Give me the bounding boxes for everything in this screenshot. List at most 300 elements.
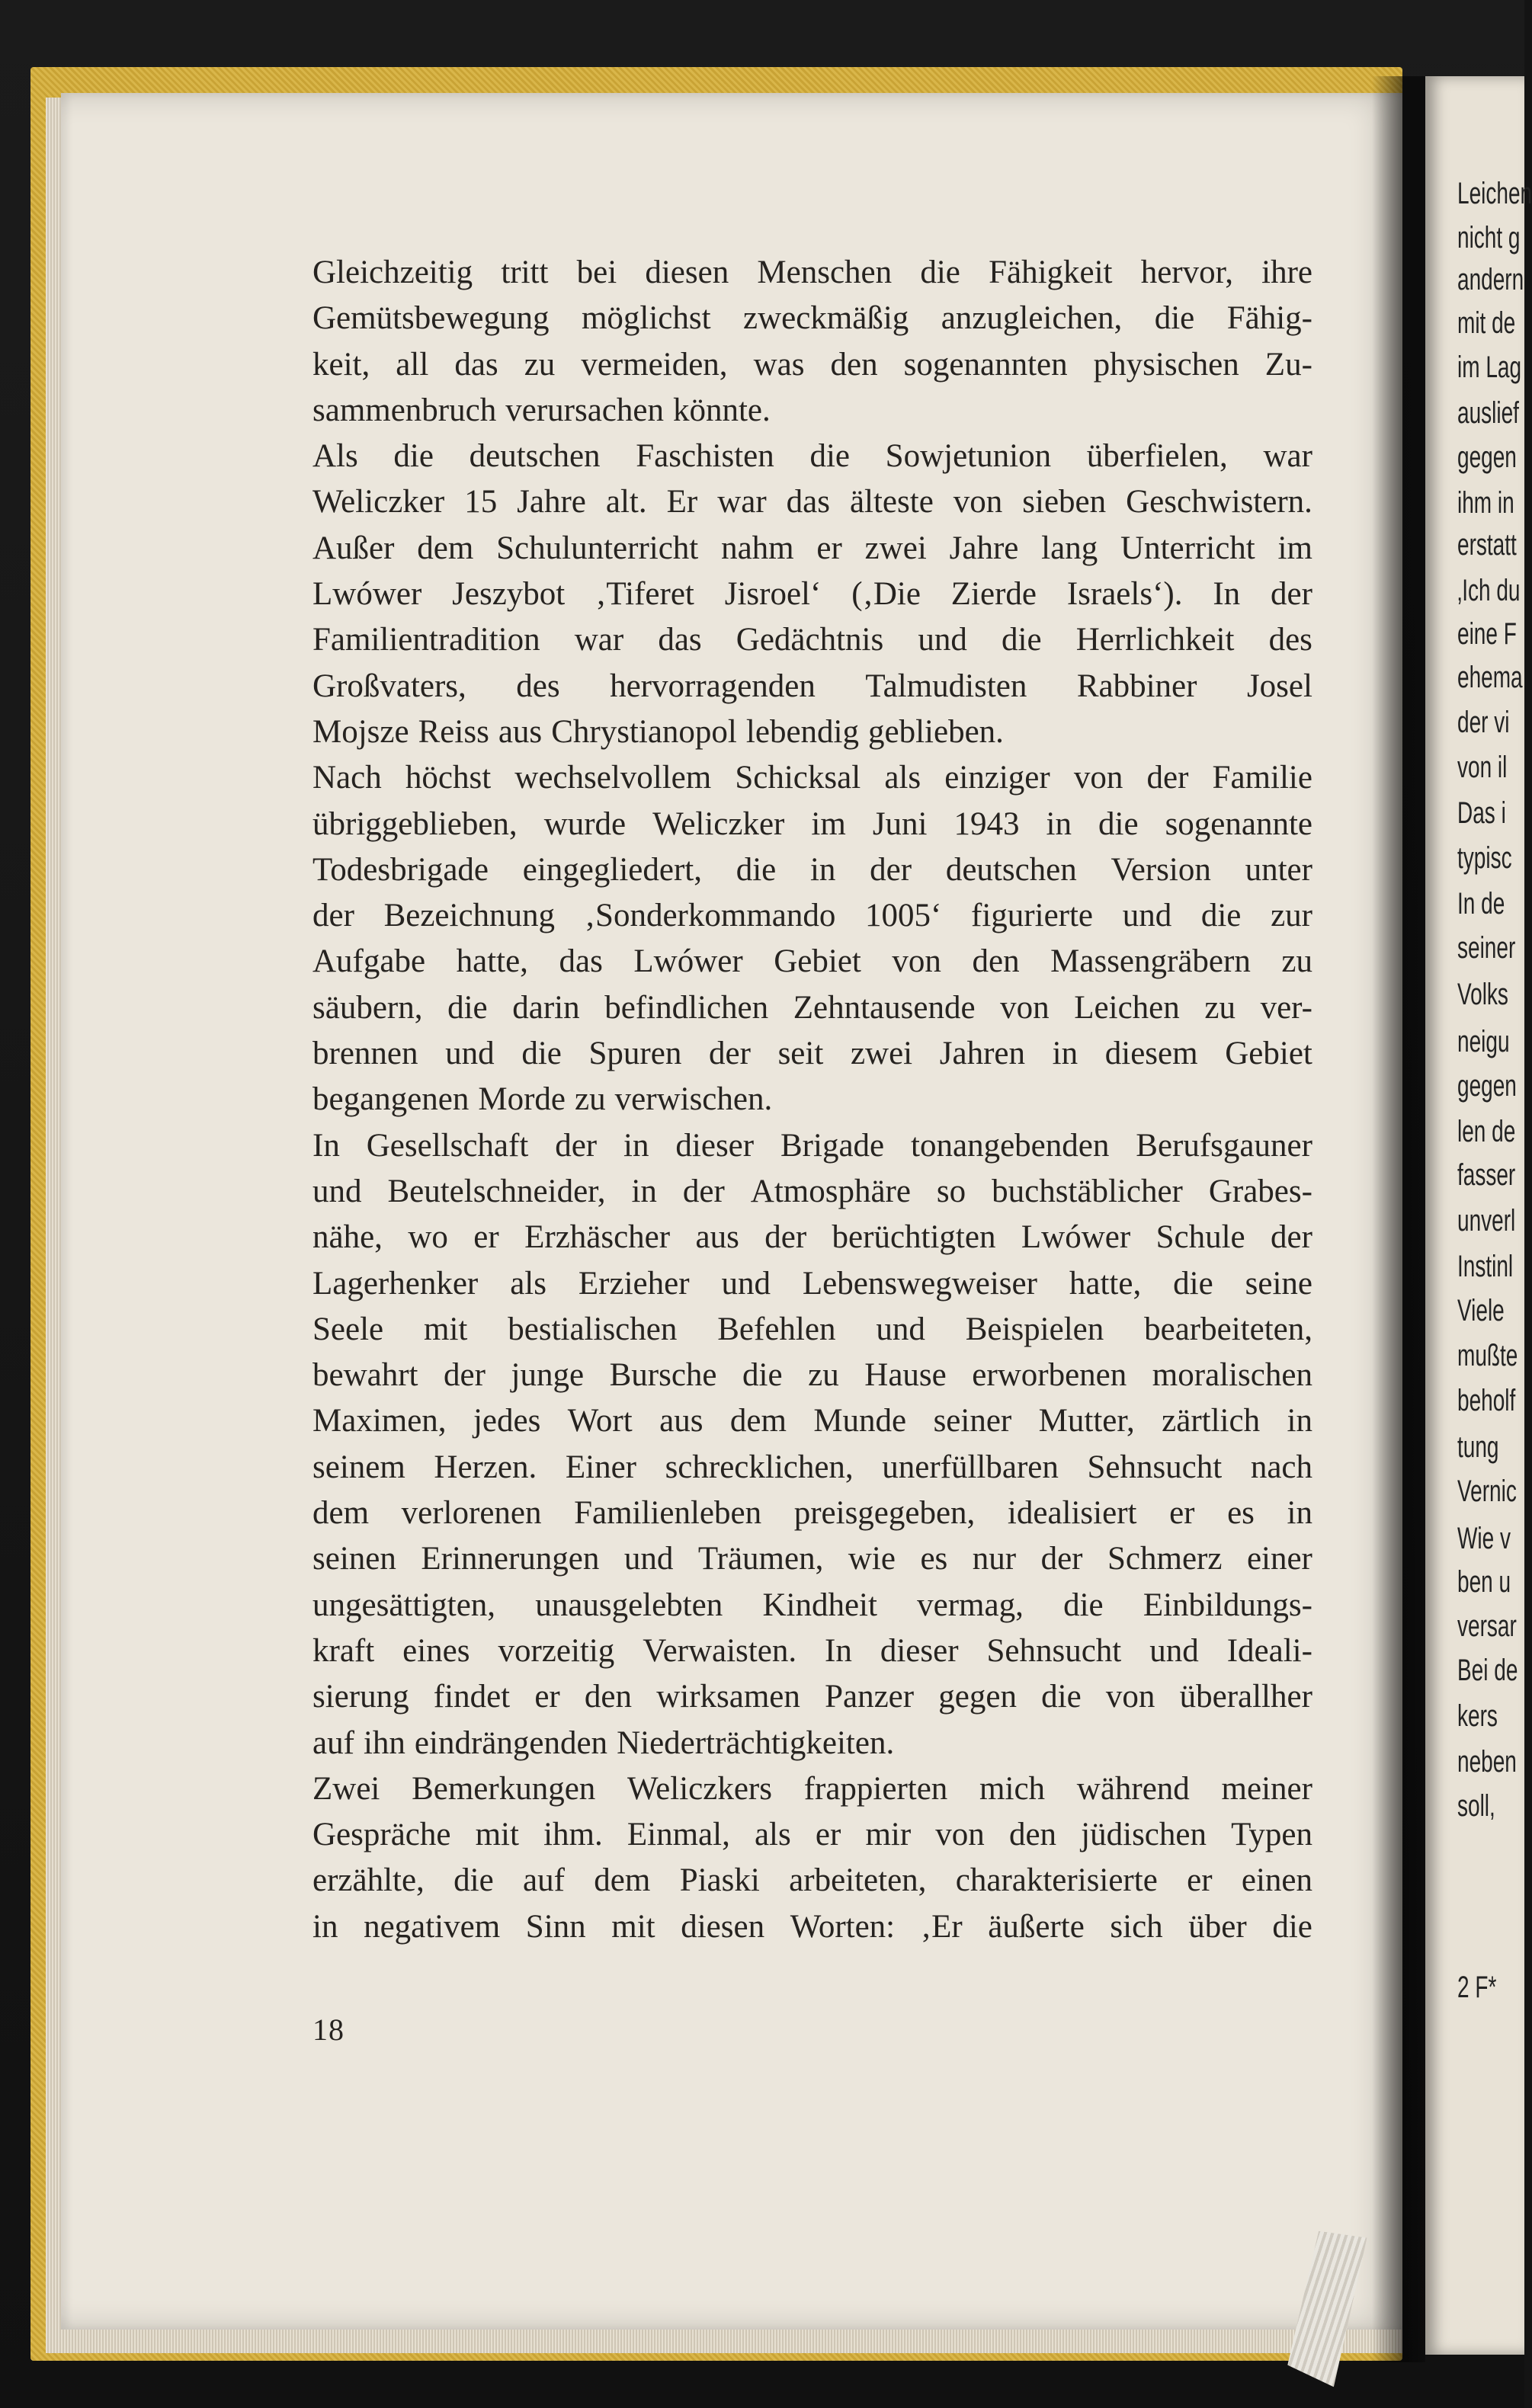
right-page-line-fragment: beholf	[1457, 1384, 1516, 1417]
right-page-line-fragment: der vi	[1457, 706, 1510, 739]
word: Er	[666, 484, 698, 520]
word: figurierte	[971, 898, 1094, 934]
word: geblieben.	[868, 713, 1004, 750]
word: Schulunterricht	[496, 530, 699, 566]
word: ‚Tiferet	[595, 576, 694, 613]
word: ihm.	[543, 1817, 603, 1853]
word: Seele	[312, 1311, 384, 1347]
word: eines	[402, 1632, 470, 1669]
word: Zierde	[950, 576, 1037, 613]
word: Großvaters,	[312, 668, 466, 704]
word: frappierten	[803, 1770, 948, 1807]
word: könnte.	[672, 392, 771, 428]
word: wirksamen	[656, 1679, 800, 1715]
page-number: 18	[312, 2013, 345, 2047]
word: Beispielen	[965, 1311, 1104, 1347]
word: Weliczkers	[627, 1770, 772, 1807]
word: dem	[312, 1495, 370, 1532]
word: deutschen	[469, 438, 601, 475]
word: Sowjetunion	[885, 438, 1052, 475]
word: physischen	[1093, 346, 1239, 383]
word: 1005‘	[865, 898, 942, 934]
word: Einer	[565, 1449, 636, 1485]
word: zwei	[864, 530, 927, 566]
word: Faschisten	[636, 438, 774, 475]
text-line	[312, 1628, 1312, 1674]
text-line	[312, 802, 1312, 847]
right-page-line-fragment: Vernic	[1457, 1475, 1517, 1508]
word: im	[811, 805, 846, 842]
word: von	[935, 1817, 985, 1853]
text-line	[312, 1445, 1312, 1491]
word: die	[521, 1036, 562, 1072]
word: gegen	[938, 1679, 1017, 1715]
word: der	[312, 898, 354, 934]
word: aus	[695, 1219, 739, 1256]
word: Gespräche	[312, 1817, 451, 1853]
word: in	[1046, 805, 1072, 842]
right-page-line-fragment: ‚Ich du	[1457, 574, 1521, 607]
word: die	[1063, 1587, 1104, 1623]
word: befindlichen	[604, 989, 769, 1026]
word: eindrängenden	[414, 1724, 608, 1761]
word: Zwei	[312, 1770, 380, 1807]
word: junge	[511, 1357, 585, 1394]
word: der	[1271, 576, 1312, 613]
word: der	[764, 1219, 807, 1256]
word: Berufsgauner	[1136, 1127, 1312, 1164]
right-page-line-fragment: unverl	[1457, 1204, 1516, 1238]
word: Bemerkungen	[412, 1770, 596, 1807]
word: die	[1173, 1265, 1213, 1302]
word: einen	[1241, 1862, 1312, 1899]
word: wechselvollem	[514, 760, 712, 796]
text-line	[312, 1491, 1312, 1536]
word: jüdischen	[1081, 1817, 1207, 1853]
text-line	[312, 1215, 1312, 1260]
word: dieser	[880, 1632, 959, 1669]
word: eingegliedert,	[522, 851, 702, 888]
word: die	[1200, 898, 1242, 934]
word: tritt	[501, 255, 549, 290]
word: lebendig	[745, 713, 859, 750]
word: bewahrt	[312, 1357, 418, 1394]
word: in	[623, 1127, 649, 1164]
word: übriggeblieben,	[312, 805, 518, 842]
text-line	[312, 1398, 1312, 1444]
word: das	[658, 622, 702, 658]
word: moralischen	[1152, 1357, 1312, 1394]
word: des	[1268, 622, 1312, 658]
word: es	[1227, 1495, 1255, 1532]
word: erworbenen	[972, 1357, 1127, 1394]
right-page-line-fragment: versar	[1457, 1609, 1517, 1643]
word: nur	[972, 1541, 1017, 1577]
word: Einbildungs-	[1143, 1587, 1312, 1623]
word: in	[1052, 1036, 1078, 1072]
word: mich	[979, 1770, 1046, 1807]
word: Beutelschneider,	[387, 1173, 606, 1209]
text-line	[312, 1353, 1312, 1398]
word: so	[936, 1173, 966, 1209]
word: mit	[475, 1817, 519, 1853]
right-page-line-fragment: von il	[1457, 751, 1508, 784]
word: diesen	[681, 1908, 765, 1945]
word: Hause	[864, 1357, 947, 1394]
word: zu	[1281, 943, 1312, 980]
word: wo	[408, 1219, 448, 1256]
word: unausgelebten	[535, 1587, 723, 1623]
word: Gesellschaft	[366, 1127, 529, 1164]
word: arbeiteten,	[789, 1862, 927, 1899]
word: Unterricht	[1120, 530, 1255, 566]
text-line	[312, 526, 1312, 572]
word: er	[815, 1817, 841, 1853]
word: hatte,	[456, 943, 528, 980]
word: Israels‘).	[1066, 576, 1183, 613]
word: verursachen	[505, 392, 664, 428]
right-page-line-fragment: ihm in	[1457, 486, 1514, 520]
word: Zu-	[1264, 346, 1312, 383]
word: dem	[729, 1403, 787, 1439]
word: sierung	[312, 1679, 409, 1715]
word: war	[1263, 438, 1312, 475]
word: mir	[865, 1817, 912, 1853]
word: im	[1277, 530, 1312, 566]
word: nahm	[721, 530, 794, 566]
word: in	[1287, 1495, 1312, 1532]
right-page-line-fragment: eine F	[1457, 617, 1517, 651]
word: Außer	[312, 530, 395, 566]
word: In	[825, 1632, 852, 1669]
word: Als	[312, 438, 358, 475]
word: Gebiet	[1225, 1036, 1312, 1072]
word: in	[809, 851, 836, 888]
text-line	[312, 342, 1312, 388]
word: vermag,	[917, 1587, 1024, 1623]
word: möglichst	[581, 300, 711, 337]
word: keit,	[312, 346, 370, 383]
word: Nach	[312, 760, 382, 796]
word: ihre	[1261, 255, 1312, 290]
right-page-line-fragment: len de	[1457, 1115, 1516, 1148]
word: in	[631, 1173, 657, 1209]
word: diesem	[1104, 1036, 1198, 1072]
word: tonangebenden	[911, 1127, 1110, 1164]
word: die	[920, 255, 960, 290]
right-page-partial	[1425, 76, 1532, 2355]
text-line	[312, 985, 1312, 1031]
word: er	[1187, 1862, 1213, 1899]
word: Einmal,	[627, 1817, 730, 1853]
word: zu	[524, 346, 556, 383]
word: den	[972, 943, 1020, 980]
text-line	[312, 1169, 1312, 1215]
word: brennen	[312, 1036, 418, 1072]
word: Gebiet	[774, 943, 861, 980]
word: Jahre	[949, 530, 1019, 566]
word: wurde	[543, 805, 627, 842]
word: Schule	[1155, 1219, 1245, 1256]
word: zu	[575, 1081, 606, 1118]
word: erzählte,	[312, 1862, 425, 1899]
word: zweckmäßig	[742, 300, 909, 337]
text-line	[312, 296, 1312, 341]
text-line	[312, 479, 1312, 525]
word: ungesättigten,	[312, 1587, 496, 1623]
word: und	[1149, 1632, 1199, 1669]
word: der	[1040, 1541, 1083, 1577]
word: Bezeichnung	[383, 898, 556, 934]
word: 1943	[953, 805, 1020, 842]
right-page-line-fragment: soll,	[1457, 1789, 1495, 1823]
word: Familienleben	[574, 1495, 762, 1532]
right-page-line-fragment: mit de	[1457, 306, 1516, 340]
word: einziger	[944, 760, 1050, 796]
word: mit	[424, 1311, 468, 1347]
word: der	[709, 1036, 751, 1072]
word: und	[876, 1311, 925, 1347]
word: Verwaisten.	[643, 1632, 797, 1669]
text-line	[312, 755, 1312, 801]
word: Lagerhenker	[312, 1265, 479, 1302]
word: was	[753, 346, 805, 383]
text-line	[312, 1721, 1312, 1766]
word: der	[444, 1357, 486, 1394]
word: Lwówer	[1021, 1219, 1131, 1256]
word: alt.	[605, 484, 647, 520]
word: Mojsze	[312, 713, 409, 750]
word: der	[682, 1173, 725, 1209]
text-line	[312, 250, 1312, 296]
word: hervorragenden	[610, 668, 816, 704]
word: seine	[1245, 1265, 1312, 1302]
word: Weliczker	[312, 484, 445, 520]
word: war	[574, 622, 624, 658]
word: seinen	[312, 1541, 396, 1577]
word: Todesbrigade	[312, 851, 489, 888]
word: dieser	[675, 1127, 755, 1164]
word: ‚Er	[920, 1908, 963, 1945]
word: von	[1073, 760, 1123, 796]
word: verwischen.	[614, 1081, 773, 1118]
word: seinem	[312, 1449, 405, 1485]
word: höchst	[405, 760, 492, 796]
word: und	[623, 1541, 674, 1577]
word: den	[1008, 1817, 1057, 1853]
word: idealisiert	[1007, 1495, 1137, 1532]
word: preisgegeben,	[793, 1495, 976, 1532]
word: vorzeitig	[498, 1632, 615, 1669]
word: der	[555, 1127, 598, 1164]
word: älteste	[849, 484, 934, 520]
text-line	[312, 847, 1312, 893]
word: von	[953, 484, 1003, 520]
word: Zehntausende	[793, 989, 976, 1026]
right-page-line-fragment: Viele	[1457, 1294, 1505, 1327]
word: die	[1098, 805, 1139, 842]
word: Morde	[478, 1081, 566, 1118]
word: bearbeiteten,	[1144, 1311, 1312, 1347]
text-line	[312, 388, 1312, 434]
right-page-line-fragment: seiner	[1457, 931, 1516, 965]
word: der	[870, 851, 912, 888]
text-line	[312, 1536, 1312, 1582]
word: sogenannten	[903, 346, 1068, 383]
text-line	[312, 1904, 1312, 1950]
word: das	[454, 346, 498, 383]
right-page-line-fragment: kers	[1457, 1699, 1498, 1733]
word: mit	[611, 1908, 655, 1945]
word: Mutter,	[1038, 1403, 1135, 1439]
word: auf	[523, 1862, 565, 1899]
right-page-line-fragment: ben u	[1457, 1565, 1511, 1599]
word: Herrlichkeit	[1075, 622, 1235, 658]
word: jedes	[473, 1403, 541, 1439]
right-page-line-fragment: Volks	[1457, 978, 1508, 1011]
word: wie	[848, 1541, 896, 1577]
word: Panzer	[825, 1679, 915, 1715]
word: von	[1000, 989, 1050, 1026]
word: die	[736, 851, 777, 888]
word: die	[1154, 300, 1195, 337]
text-line	[312, 893, 1312, 939]
text-line	[312, 1858, 1312, 1904]
right-page-line-fragment: typisc	[1457, 841, 1512, 875]
word: über	[1188, 1908, 1247, 1945]
text-line	[312, 434, 1312, 479]
word: Gedächtnis	[736, 622, 884, 658]
word: das	[786, 484, 830, 520]
word: seiner	[933, 1403, 1012, 1439]
text-line	[312, 1123, 1312, 1169]
right-page-line-fragment: Leichen	[1457, 177, 1532, 210]
word: all	[396, 346, 429, 383]
word: Geschwistern.	[1126, 484, 1312, 520]
word: Leichen	[1074, 989, 1180, 1026]
word: Wort	[567, 1403, 633, 1439]
word: Schmerz	[1107, 1541, 1223, 1577]
word: dem	[594, 1862, 651, 1899]
word: auf	[312, 1724, 354, 1761]
book-gutter	[1372, 76, 1425, 2362]
word: 15	[464, 484, 498, 520]
word: Lebenswegweiser	[802, 1265, 1037, 1302]
word: des	[516, 668, 560, 704]
word: unerfüllbaren	[882, 1449, 1059, 1485]
text-line	[312, 664, 1312, 709]
word: Sehnsucht	[1087, 1449, 1223, 1485]
word: Lwówer	[312, 576, 422, 613]
right-page-line-fragment: neben	[1457, 1745, 1517, 1779]
word: (‚Die	[851, 576, 921, 613]
word: Chrystianopol	[551, 713, 737, 750]
word: er	[1169, 1495, 1195, 1532]
word: buchstäblicher	[992, 1173, 1183, 1209]
word: sogenannte	[1165, 805, 1312, 842]
word: berüchtigten	[832, 1219, 996, 1256]
word: Erzhäscher	[524, 1219, 671, 1256]
word: Niederträchtigkeiten.	[617, 1724, 895, 1761]
word: lang	[1041, 530, 1098, 566]
right-page-line-fragment: tung	[1457, 1430, 1499, 1464]
word: der	[1271, 1219, 1312, 1256]
word: die	[742, 1357, 783, 1394]
word: Gemütsbewegung	[312, 300, 550, 337]
word: der	[1146, 760, 1189, 796]
right-page-line-fragment: mußte	[1457, 1339, 1518, 1372]
text-line	[312, 617, 1312, 663]
right-page-line-fragment: fasser	[1457, 1158, 1516, 1192]
word: nähe,	[312, 1219, 383, 1256]
word: anzugleichen,	[941, 300, 1123, 337]
word: aus	[498, 713, 543, 750]
word: dem	[417, 530, 474, 566]
word: zu	[1204, 989, 1236, 1026]
word: zwei	[850, 1036, 913, 1072]
word: Sehnsucht	[986, 1632, 1122, 1669]
word: verlorenen	[401, 1495, 542, 1532]
word: Sinn	[525, 1908, 586, 1945]
word: Spuren	[588, 1036, 682, 1072]
word: Piaski	[679, 1862, 760, 1899]
right-page-line-fragment: neigu	[1457, 1025, 1510, 1058]
word: Familientradition	[312, 622, 540, 658]
word: findet	[433, 1679, 511, 1715]
word: unter	[1245, 851, 1312, 888]
text-line	[312, 1077, 1312, 1122]
word: meiner	[1221, 1770, 1312, 1807]
word: Schicksal	[735, 760, 861, 796]
word: Rabbiner	[1076, 668, 1197, 704]
word: Grabes-	[1208, 1173, 1312, 1209]
word: es	[920, 1541, 948, 1577]
word: schrecklichen,	[665, 1449, 854, 1485]
word: darin	[512, 989, 580, 1026]
word: negativem	[364, 1908, 501, 1945]
text-line	[312, 709, 1312, 755]
word: Juni	[872, 805, 928, 842]
word: die	[454, 1862, 494, 1899]
word: Gleichzeitig	[312, 255, 473, 290]
word: In	[1213, 576, 1241, 613]
word: zärtlich	[1162, 1403, 1261, 1439]
word: Befehlen	[717, 1311, 836, 1347]
word: charakterisierte	[955, 1862, 1158, 1899]
right-page-line-fragment: Das i	[1457, 796, 1506, 830]
word: er	[473, 1219, 499, 1256]
right-page-line-fragment: gegen	[1457, 1069, 1517, 1103]
word: nach	[1250, 1449, 1312, 1485]
word: Maximen,	[312, 1403, 447, 1439]
word: sieben	[1022, 484, 1107, 520]
word: er	[816, 530, 842, 566]
word: von	[892, 943, 941, 980]
word: und	[918, 622, 967, 658]
word: deutschen	[945, 851, 1077, 888]
word: Talmudisten	[865, 668, 1027, 704]
word: überallher	[1179, 1679, 1312, 1715]
word: zur	[1271, 898, 1312, 934]
word: Erinnerungen	[421, 1541, 600, 1577]
text-line	[312, 572, 1312, 617]
right-page-line-fragment: In de	[1457, 887, 1505, 921]
word: Lwówer	[633, 943, 743, 980]
word: Ideali-	[1226, 1632, 1312, 1669]
word: das	[559, 943, 603, 980]
word: und	[721, 1265, 771, 1302]
right-page-line-fragment: erstatt	[1457, 528, 1517, 562]
